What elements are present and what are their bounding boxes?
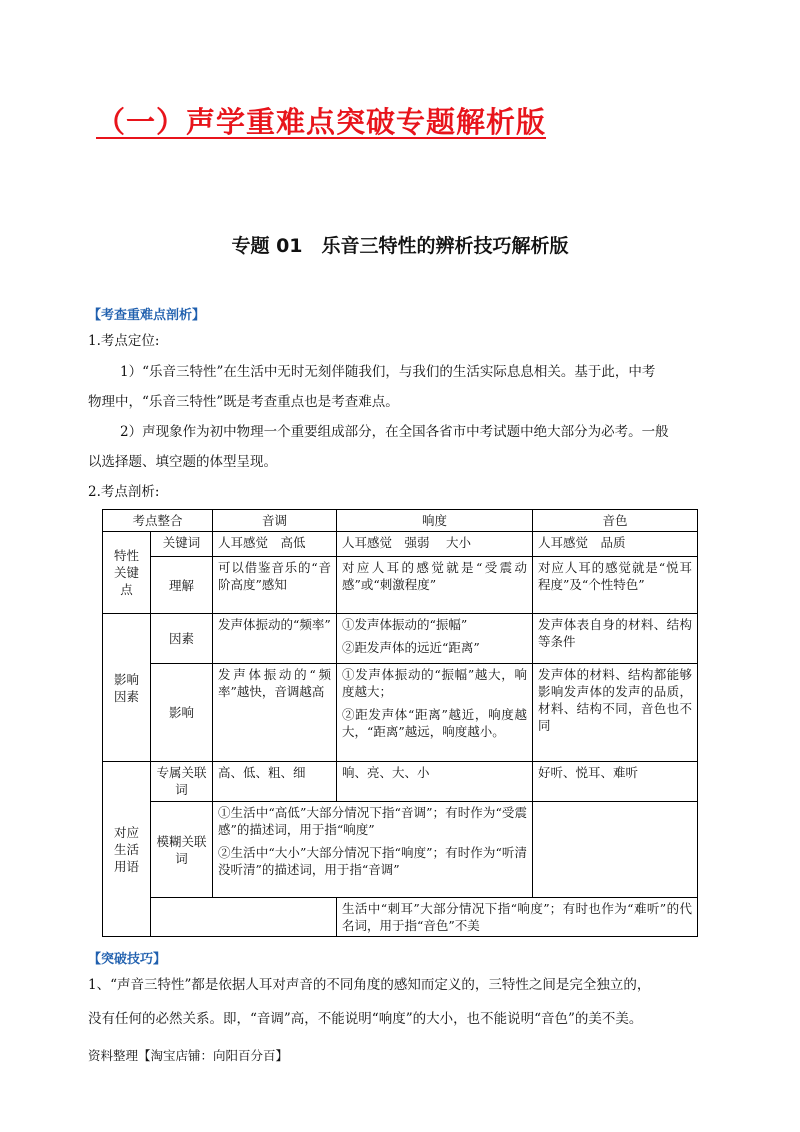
cell-line: ①生活中“高低”大部分情况下指“音调”；有时作为“受震感”的描述词，用于指“响度” bbox=[218, 805, 528, 837]
table-row bbox=[103, 557, 698, 614]
footer-note: 资料整理【淘宝店铺：向阳百分百】 bbox=[88, 1048, 289, 1063]
row-label-exclusive: 专属关联词 bbox=[151, 762, 213, 802]
group-label-influence: 影响因素 bbox=[103, 614, 151, 762]
tip-1-line-2: 没有任何的必然关系。即，“音调”高，不能说明“响度”的大小，也不能说明“音色”的美不美。 bbox=[88, 1011, 643, 1027]
table-cell bbox=[337, 614, 533, 664]
topic-title: 专题 01 乐音三特性的辨析技巧解析版 bbox=[231, 235, 569, 257]
table-cell: 发声体的材料、结构都能够影响发声体的发声的品质，材料、结构不同，音色也不同 bbox=[533, 664, 698, 762]
point1-title: 1.考点定位: bbox=[88, 333, 160, 349]
paragraph-2-line-1: 2）声现象作为初中物理一个重要组成部分，在全国各省市中考试题中绝大部分为必考。一般 bbox=[120, 424, 669, 440]
table-cell: 发声体表自身的材料、结构等条件 bbox=[533, 614, 698, 664]
table-cell: 可以借鉴音乐的“音阶高度”感知 bbox=[213, 557, 337, 614]
table-cell bbox=[213, 802, 533, 898]
cell-line: ①发声体振动的“振幅”越大，响度越大； bbox=[342, 667, 528, 699]
table-row bbox=[103, 532, 698, 557]
header-cell: 音调 bbox=[213, 510, 337, 532]
table-row bbox=[103, 898, 698, 937]
table-row bbox=[103, 802, 698, 898]
header-cell: 考点整合 bbox=[103, 510, 213, 532]
table-cell: 发声体振动的“频率”越快，音调越高 bbox=[213, 664, 337, 762]
row-label-factor: 因素 bbox=[151, 614, 213, 664]
table-cell: 对应人耳的感觉就是“悦耳程度”及“个性特色” bbox=[533, 557, 698, 614]
table-cell: 生活中“刺耳”大部分情况下指“响度”；有时也作为“难听”的代名词，用于指“音色”不美 bbox=[337, 898, 698, 937]
paragraph-2-line-2: 以选择题、填空题的体型呈现。 bbox=[88, 454, 277, 470]
table-header-row bbox=[103, 510, 698, 532]
table-cell: 高、低、粗、细 bbox=[213, 762, 337, 802]
header-cell: 音色 bbox=[533, 510, 698, 532]
cell-line: ②距发声体的远近“距离” bbox=[342, 640, 480, 655]
table-cell: 人耳感觉 品质 bbox=[533, 532, 698, 557]
document-title: （一）声学重难点突破专题解析版 bbox=[96, 105, 547, 139]
row-label-understand: 理解 bbox=[151, 557, 213, 614]
section-heading-analysis: 【考查重难点剖析】 bbox=[88, 308, 206, 323]
row-label-keyword: 关键词 bbox=[151, 532, 213, 557]
three-characteristics-table bbox=[102, 509, 698, 937]
cell-line: ②生活中“大小”大部分情况下指“响度”；有时作为“听清没听清”的描述词，用于指“音调” bbox=[218, 845, 528, 877]
table-cell: 对应人耳的感觉就是“受震动感”或“刺激程度” bbox=[337, 557, 533, 614]
table-cell: 好听、悦耳、难听 bbox=[533, 762, 698, 802]
table-cell: 发声体振动的“频率” bbox=[213, 614, 337, 664]
row-label-fuzzy: 模糊关联词 bbox=[151, 802, 213, 898]
table-row bbox=[103, 664, 698, 762]
table-cell-empty bbox=[533, 802, 698, 898]
cell-line: ①发声体振动的“振幅” bbox=[342, 617, 468, 632]
table-row bbox=[103, 614, 698, 664]
paragraph-1-line-2: 物理中，“乐音三特性”既是考查重点也是考查难点。 bbox=[88, 394, 399, 410]
point2-title: 2.考点剖析: bbox=[88, 484, 160, 500]
table-cell-empty bbox=[151, 898, 337, 937]
table-cell: 人耳感觉 强弱 大小 bbox=[337, 532, 533, 557]
cell-line: ②距发声体“距离”越近，响度越大，“距离”越远，响度越小。 bbox=[342, 707, 528, 739]
group-label-feature: 特性关键点 bbox=[103, 532, 151, 614]
group-label-usage: 对应生活用语 bbox=[103, 762, 151, 937]
section-heading-tips: 【突破技巧】 bbox=[88, 952, 167, 967]
tip-1-line-1: 1、“声音三特性”都是依据人耳对声音的不同角度的感知而定义的，三特性之间是完全独立的， bbox=[88, 977, 651, 993]
row-label-effect: 影响 bbox=[151, 664, 213, 762]
table-cell bbox=[337, 664, 533, 762]
table-cell: 响、亮、大、小 bbox=[337, 762, 533, 802]
header-cell: 响度 bbox=[337, 510, 533, 532]
paragraph-1-line-1: 1）“乐音三特性”在生活中无时无刻伴随我们，与我们的生活实际息息相关。基于此，中考 bbox=[120, 364, 656, 380]
table-row bbox=[103, 762, 698, 802]
table-cell: 人耳感觉 高低 bbox=[213, 532, 337, 557]
